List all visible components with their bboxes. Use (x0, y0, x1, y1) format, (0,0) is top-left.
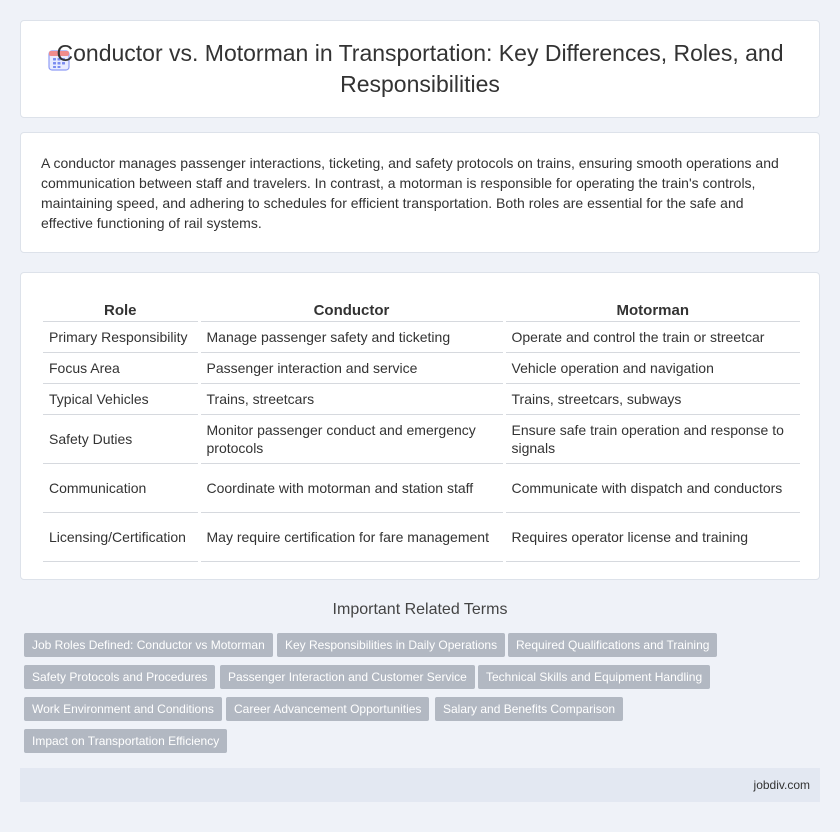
footer-site-link[interactable]: jobdiv.com (753, 778, 810, 792)
footer (20, 768, 820, 802)
table-cell: Primary Responsibility (43, 321, 199, 352)
table-cell: Safety Duties (43, 414, 199, 463)
table-cell: Operate and control the train or streetcar (504, 321, 800, 352)
column-header-role: Role (43, 293, 199, 321)
tag-link[interactable]: Work Environment and Conditions (24, 697, 222, 721)
tag-link[interactable]: Impact on Transportation Efficiency (24, 729, 227, 753)
tag-link[interactable]: Required Qualifications and Training (508, 633, 717, 657)
column-header-motorman: Motorman (504, 293, 800, 321)
table-row (43, 352, 800, 383)
tag-link[interactable]: Safety Protocols and Procedures (24, 665, 215, 689)
table-cell: Vehicle operation and navigation (504, 352, 800, 383)
header-card (20, 20, 820, 118)
table-cell: Monitor passenger conduct and emergency protocols (199, 414, 504, 463)
table-cell: Focus Area (43, 352, 199, 383)
table-row (43, 321, 800, 352)
table-cell: Coordinate with motorman and station staff (199, 463, 504, 512)
page-title: Conductor vs. Motorman in Transportation: Key Differences, Roles, and Responsibilities (56, 40, 784, 97)
table-cell: Ensure safe train operation and response to signals (504, 414, 800, 463)
table-header-row (43, 293, 800, 321)
table-cell: Manage passenger safety and ticketing (199, 321, 504, 352)
table-row (43, 463, 800, 512)
tag-link[interactable]: Passenger Interaction and Customer Service (220, 665, 475, 689)
table-cell: Passenger interaction and service (199, 352, 504, 383)
table-cell: Licensing/Certification (43, 512, 199, 561)
table-row (43, 512, 800, 561)
comparison-table (43, 293, 800, 562)
table-cell: Communicate with dispatch and conductors (504, 463, 800, 512)
table-row (43, 414, 800, 463)
comparison-table-card (20, 272, 820, 580)
table-cell: Trains, streetcars, subways (504, 383, 800, 414)
related-terms-heading: Important Related Terms (332, 601, 508, 618)
table-cell: Requires operator license and training (504, 512, 800, 561)
intro-card (20, 132, 820, 253)
tag-link[interactable]: Salary and Benefits Comparison (435, 697, 623, 721)
tag-link[interactable]: Career Advancement Opportunities (226, 697, 429, 721)
table-cell: May require certification for fare management (199, 512, 504, 561)
table-cell: Typical Vehicles (43, 383, 199, 414)
intro-paragraph: A conductor manages passenger interactions, ticketing, and safety protocols on trains, ensuring smooth operations and communication between staff and travelers. In contrast, a motorman is responsible for operating the train's controls, maintaining speed, and adhering to schedules for efficient transportation. Both roles are essential for the safe and effective functioning of rail systems. (41, 155, 779, 231)
table-row (43, 383, 800, 414)
table-cell: Communication (43, 463, 199, 512)
table-cell: Trains, streetcars (199, 383, 504, 414)
tag-link[interactable]: Technical Skills and Equipment Handling (478, 665, 710, 689)
tag-link[interactable]: Job Roles Defined: Conductor vs Motorman (24, 633, 273, 657)
column-header-conductor: Conductor (199, 293, 504, 321)
tag-link[interactable]: Key Responsibilities in Daily Operations (277, 633, 505, 657)
